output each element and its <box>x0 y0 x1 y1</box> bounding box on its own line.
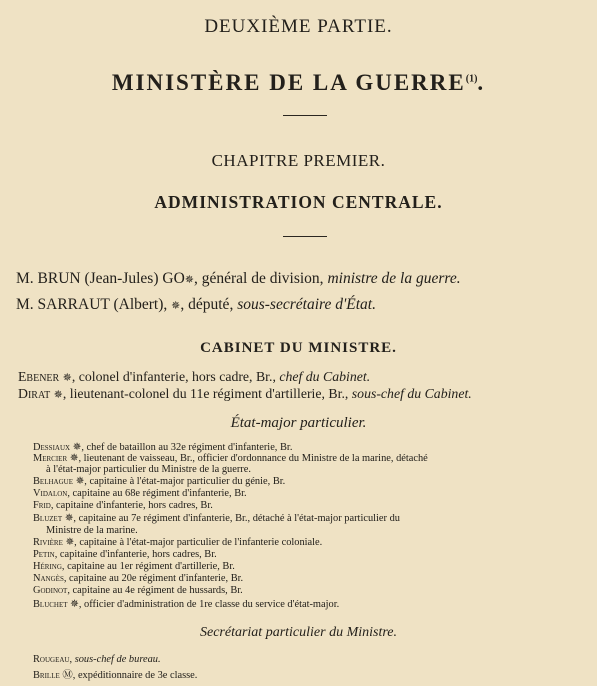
person-detail: ✵, chef de bataillon au 32e régiment d'infanterie, Br. <box>70 442 293 453</box>
undersecretary-entry <box>16 296 376 314</box>
separator-rule <box>283 115 327 116</box>
person-name: Frid <box>33 500 51 511</box>
staff-line <box>33 488 247 499</box>
order-mark-icon: ✵ <box>184 274 194 286</box>
person-name: Nangès <box>33 573 64 584</box>
person-detail: ✵, capitaine au 7e régiment d'infanterie, Br., détaché à l'état-major particulier du <box>62 513 400 524</box>
minister-role: , général de division, <box>193 270 328 287</box>
person-title: chef du Cabinet. <box>279 369 371 384</box>
staff-line <box>33 476 285 487</box>
person-detail: ✵, capitaine à l'état-major particulier du génie, Br. <box>72 476 286 487</box>
staff-line <box>33 585 243 596</box>
footnote-mark: (1) <box>465 73 478 85</box>
person-name: Belhague <box>33 476 73 487</box>
ministry-heading: MINISTÈRE DE LA GUERRE$^{(1)}$. <box>111 70 486 95</box>
person-name: Mercier <box>33 453 68 464</box>
undersecretary-title: sous-secrétaire d'État. <box>237 296 376 313</box>
staff-line <box>33 561 235 572</box>
secretariat-line <box>33 670 197 681</box>
person-detail: , capitaine au 1er régiment d'artillerie, Br. <box>61 561 235 572</box>
undersecretary-name: M. SARRAUT (Albert), <box>16 296 172 313</box>
chapter-heading: CHAPITRE PREMIER. <box>211 151 386 170</box>
staff-line <box>33 500 213 511</box>
minister-title: ministre de la guerre. <box>327 270 461 287</box>
person-name: Petin <box>33 549 55 560</box>
staff-line <box>33 442 292 453</box>
person-detail: ✵, officier d'administration de 1re classe du service d'état-major. <box>67 599 340 610</box>
person-name: Dessiaux <box>33 442 71 453</box>
person-title: sous-chef du Cabinet. <box>351 386 472 401</box>
ministry-title: MINISTÈRE DE LA GUERRE <box>111 70 466 95</box>
person-detail: , <box>69 654 75 665</box>
person-detail: à l'état-major particulier du Ministre de la guerre. <box>46 464 251 475</box>
cabinet-heading: CABINET DU MINISTRE. <box>200 340 397 356</box>
person-detail: , capitaine au 20e régiment d'infanterie, Br. <box>63 573 244 584</box>
section-heading: ADMINISTRATION CENTRALE. <box>154 192 443 212</box>
staff-line <box>33 573 243 584</box>
person-detail: , capitaine d'infanterie, hors cadres, Br. <box>50 500 213 511</box>
minister-name: M. BRUN (Jean-Jules) GO <box>16 270 185 287</box>
person-detail: Ministre de la marine. <box>46 525 138 536</box>
person-role: , lieutenant-colonel du 11e régiment d'artillerie, Br., <box>62 386 352 401</box>
person-name: Brille <box>33 670 60 681</box>
person-name: Rougeau <box>33 654 70 665</box>
etat-major-heading: État-major particulier. <box>230 415 367 431</box>
person-role: , colonel d'infanterie, hors cadre, Br., <box>71 369 280 384</box>
person-name: Rivière <box>33 537 63 548</box>
secretariat-heading: Secrétariat particulier du Ministre. <box>199 625 397 640</box>
staff-line <box>33 513 400 524</box>
person-name: Godinot <box>33 585 68 596</box>
staff-line <box>33 537 322 548</box>
order-mark-icon: ✵ <box>171 300 181 312</box>
person-name: Bluzet <box>33 513 63 524</box>
staff-line <box>33 453 428 464</box>
person-name: Dirat <box>18 386 51 401</box>
person-name: Ebener <box>18 369 60 384</box>
order-mark-icon: ✵ <box>53 389 63 401</box>
cabinet-entry <box>18 386 472 402</box>
person-detail: , capitaine au 68e régiment d'infanterie, Br. <box>67 488 247 499</box>
undersecretary-role: , député, <box>180 296 238 313</box>
person-name: Héring <box>33 561 62 572</box>
person-detail: ✵, capitaine à l'état-major particulier de l'infanterie coloniale. <box>62 537 323 548</box>
minister-entry <box>16 270 461 288</box>
staff-line <box>33 599 339 610</box>
person-name: Bluchet <box>33 599 68 610</box>
cabinet-entry <box>18 369 370 385</box>
person-detail: ✵, lieutenant de vaisseau, Br., officier d'ordonnance du Ministre de la marine, détaché <box>67 453 428 464</box>
person-detail: , capitaine au 4e régiment de hussards, Br. <box>67 585 243 596</box>
person-detail: Ⓜ, expéditionnaire de 3e classe. <box>59 670 198 681</box>
separator-rule <box>283 236 327 237</box>
staff-line <box>33 549 217 560</box>
part-heading: DEUXIÈME PARTIE. <box>204 16 393 37</box>
staff-line-continued <box>46 525 138 536</box>
person-detail: , capitaine d'infanterie, hors cadres, Br. <box>54 549 217 560</box>
person-name: Vidalon <box>33 488 68 499</box>
order-mark-icon: ✵ <box>62 372 72 384</box>
secretariat-line <box>33 654 161 665</box>
staff-line-continued <box>46 464 251 475</box>
person-title: sous-chef de bureau. <box>74 654 161 665</box>
